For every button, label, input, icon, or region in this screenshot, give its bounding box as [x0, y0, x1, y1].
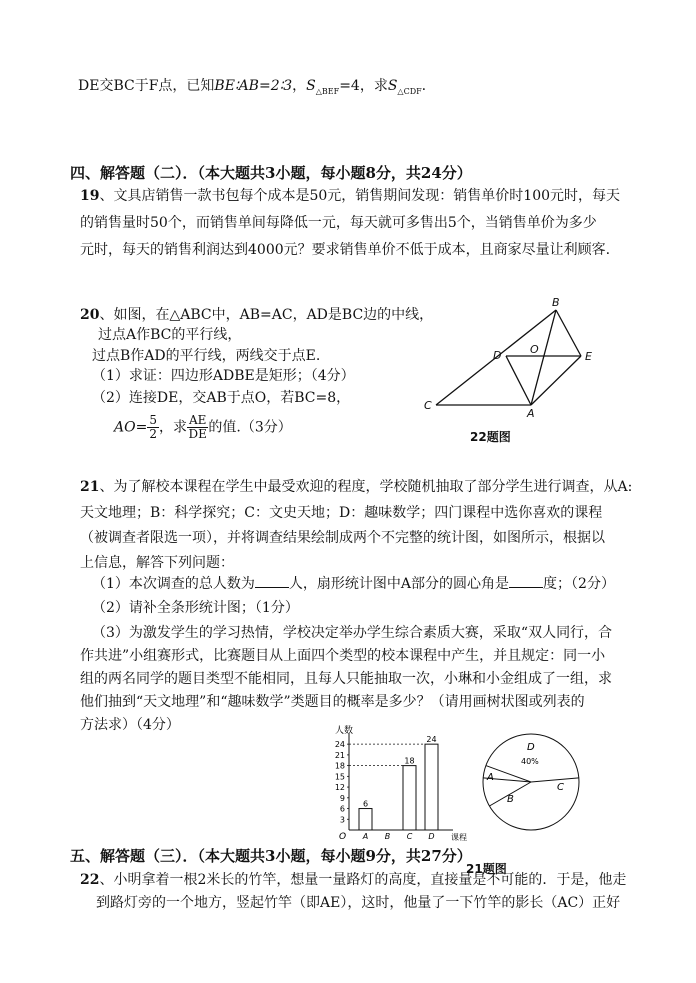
q21-line-3: （被调查者限选一项），并将调查结果绘制成两个不完整的统计图，如图所示，根据以: [80, 530, 605, 546]
section-4-heading: 四、解答题（二）．（本大题共3小题，每小题8分，共24分）: [70, 164, 472, 182]
q20-part-2: （2）连接DE，交AB于点O，若BC=8，: [92, 390, 351, 406]
q19-number: 19: [80, 188, 100, 204]
bar-chart-ytick-label: 21: [334, 750, 345, 760]
q19-line-3: 元时，每天的销售利润达到4000元？要求销售单价不低于成本，且商家尽量让利顾客.: [80, 242, 611, 258]
q20-figure-caption: 22题图: [470, 430, 511, 444]
pie-label-d: D: [527, 742, 535, 753]
label-e: E: [585, 350, 592, 363]
q21-number: 21: [80, 479, 100, 495]
q21-part-1: （1）本次调查的总人数为 人，扇形统计图中A部分的圆心角是 度；（2分）: [92, 576, 615, 592]
segment-da: [506, 356, 531, 405]
bar-chart-ytick-label: 6: [339, 804, 345, 814]
bar-chart-category-label: B: [384, 832, 391, 841]
segment-be: [556, 310, 581, 356]
bar-c: [403, 766, 416, 830]
q20-number: 20: [80, 307, 100, 323]
bar-chart-category-label: D: [428, 832, 435, 841]
answer-blank-angle[interactable]: [509, 575, 543, 588]
intro-line: DE交BC于F点，已知BE∶AB=2∶3，$S_{\triangle BEF}=4$，求$S_{\triangle CDF}$.: [78, 78, 427, 96]
bar-value-label: 6: [362, 799, 369, 809]
bar-chart-origin: O: [339, 832, 347, 842]
q21-bar-chart: [325, 723, 475, 845]
bar-value-label: 18: [404, 756, 415, 766]
q19-line-1: 19、文具店销售一款书包每个成本是50元，销售期间发现：销售单价时100元时，每天: [80, 188, 621, 204]
bar-chart-ytick-label: 15: [334, 772, 345, 782]
label-c: C: [424, 399, 432, 412]
bar-a: [359, 809, 372, 830]
q21-pie-chart: [475, 730, 587, 834]
q21-line-2: 天文地理；B：科学探究；C：文史天地；D：趣味数学；四门课程中选你喜欢的课程: [80, 505, 603, 521]
bar-chart-ytick-label: 18: [334, 761, 345, 771]
pie-annotation-d-percent: 40%: [521, 757, 539, 766]
ratio-expression: BE∶AB=2∶3: [214, 78, 293, 94]
q20-part-1: （1）求证：四边形ADBE是矩形；（4分）: [92, 368, 355, 384]
q21-part-3-line-2: 作共进”小组赛形式，比赛题目从上面四个类型的校本课程中产生，并且规定：同一小: [80, 648, 606, 664]
segment-ae: [531, 356, 581, 405]
q20-part-2-cont: AO= $\frac{5}{2}$ ，求 $\frac{AE}{DE}$ 的值.（3分）: [114, 413, 292, 441]
q21-part-3-line-5: 方法求）（4分）: [80, 717, 180, 733]
section-5-heading: 五、解答题（三）．（本大题共3小题，每小题9分，共27分）: [70, 847, 472, 865]
q22-number: 22: [80, 872, 100, 888]
q21-line-1: 21、为了解校本课程在学生中最受欢迎的程度，学校随机抽取了部分学生进行调查，从A:: [80, 479, 633, 495]
bar-chart-category-label: A: [362, 832, 369, 841]
q21-part-3-line-1: （3）为激发学生的学习热情，学校决定举办学生综合素质大赛，采取“双人同行，合: [92, 625, 613, 641]
label-a: A: [527, 407, 535, 420]
bar-value-label: 24: [426, 735, 437, 745]
q21-part-3-line-3: 组的两名同学的题目类型不能相同，且每人只能抽取一次，小琳和小金组成了一组，求: [80, 671, 612, 687]
bar-d: [425, 744, 438, 830]
q21-figure-caption: 21题图: [466, 862, 507, 876]
q20-line-3: 过点B作AD的平行线，两线交于点E.: [92, 348, 321, 364]
segment-ba: [531, 310, 556, 405]
bar-chart-ytick-label: 9: [339, 793, 345, 803]
bar-chart-xlabel: 课程: [451, 833, 467, 842]
bar-chart-ytick-label: 24: [334, 740, 345, 750]
label-d: D: [493, 349, 502, 362]
fraction-five-halves: $\frac{5}{2}$: [149, 413, 157, 441]
q20-line-2: 过点A作BC的平行线，: [98, 327, 242, 343]
bar-chart-category-label: C: [406, 832, 413, 841]
q21-part-3-line-4: 他们抽到“天文地理”和“趣味数学”类题目的概率是多少？（请用画树状图或列表的: [80, 694, 585, 710]
q21-line-4: 上信息，解答下列问题：: [80, 555, 234, 571]
label-b: B: [552, 296, 560, 309]
bar-chart-ytick-label: 12: [334, 783, 345, 793]
pie-label-a: A: [487, 772, 494, 783]
bar-chart-ylabel: 人数: [335, 726, 354, 736]
label-o: O: [530, 343, 539, 356]
q22-line-2: 到路灯旁的一个地方，竖起竹竿（即AE），这时，他量了一下竹竿的影长（AC）正好: [96, 895, 621, 911]
pie-label-c: C: [557, 782, 564, 793]
fraction-ae-de: $\frac{AE}{DE}$: [188, 413, 207, 441]
q20-geometry-figure: [420, 295, 610, 420]
q22-line-1: 22、小明拿着一根2米长的竹竿，想量一量路灯的高度，直接量是不可能的．于是，他走: [80, 872, 627, 888]
answer-blank-total[interactable]: [255, 575, 289, 588]
q19-line-2: 的销售量时50个，而销售单间每降低一元，每天就可多售出5个，当销售单价为多少: [80, 215, 597, 231]
bar-chart-ytick-label: 3: [339, 815, 345, 825]
q21-part-2: （2）请补全条形统计图；（1分）: [92, 600, 299, 616]
pie-label-b: B: [507, 794, 514, 805]
q20-line-1: 20、如图，在△ABC中，AB=AC，AD是BC边的中线，: [80, 307, 434, 323]
